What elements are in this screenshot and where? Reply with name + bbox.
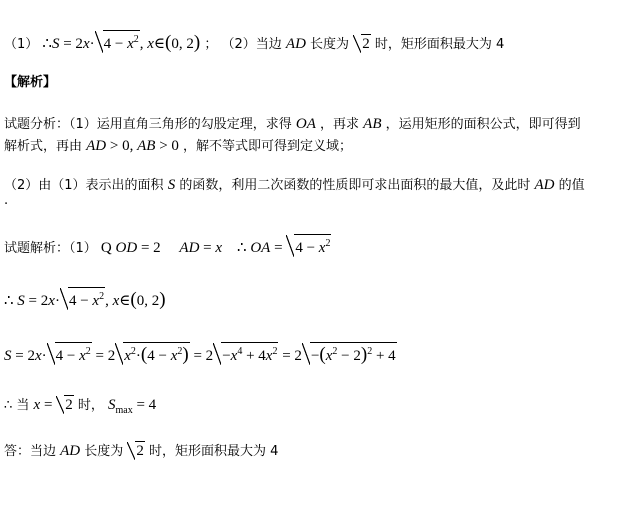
solution-when-cond: x = 2 [33,397,73,413]
answer-part2-label: （2）当边 [221,37,282,52]
solution-expansion-line: $S = 2x\cdot 4 - x^2 = 2$ $x^2\cdot(4 - x^2) = 2 -x^4 + 4x^2 = 2 -(x^2 - 2)^2 + 4$ [4,344,396,365]
solution-intro-label: 试题解析：（1） [4,241,97,256]
solution-max-line [4,395,156,420]
answer-part1-formula: ∴S = $2x\cdot 4 - x^2$, x∈(0, 2) [42,32,201,53]
solution-when-label: ∴ 当 [4,398,30,413]
analysis-heading: 【解析】 [4,75,57,90]
solution-smax: $S_{max} = 4$ [107,397,157,416]
answer-part2-mid: 长度为 [310,37,350,52]
solution-given: Q OD = 2 AD = x ∴ OA = $4 - x^2$ [101,240,332,256]
solution-when-mid: 时， [77,398,104,413]
analysis-line-4: . [4,193,9,208]
answer-part1-label: （1） [4,37,39,52]
answer-ad: AD [285,36,306,52]
solution-given-line [4,234,331,258]
answer-separator: ； [204,37,218,52]
answer-line [4,30,504,54]
solution-conclusion-line: 答：当边 AD 长度为 2 时，矩形面积最大为 4 [4,443,279,459]
analysis-line-1: 试题分析：（1）运用直角三角形的勾股定理，求得 OA ，再求 AB ，运用矩形的面积公式，即可得到 [4,116,581,132]
solution-domain-line: ∴ $S = 2x\cdot 4 - x^2$, x∈(0, 2) [4,289,166,310]
analysis-line-2: 解析式，再由 AD > 0, AB > 0 ，解不等式即可得到定义域； [4,138,353,154]
analysis-line-3: （2）由（1）表示出的面积 S 的函数，利用二次函数的性质即可求出面积的最大值，及此时 AD 的值 [4,177,585,193]
answer-part2-end: 时，矩形面积最大为 4 [374,37,505,52]
answer-sqrt2: 2 [353,36,371,52]
